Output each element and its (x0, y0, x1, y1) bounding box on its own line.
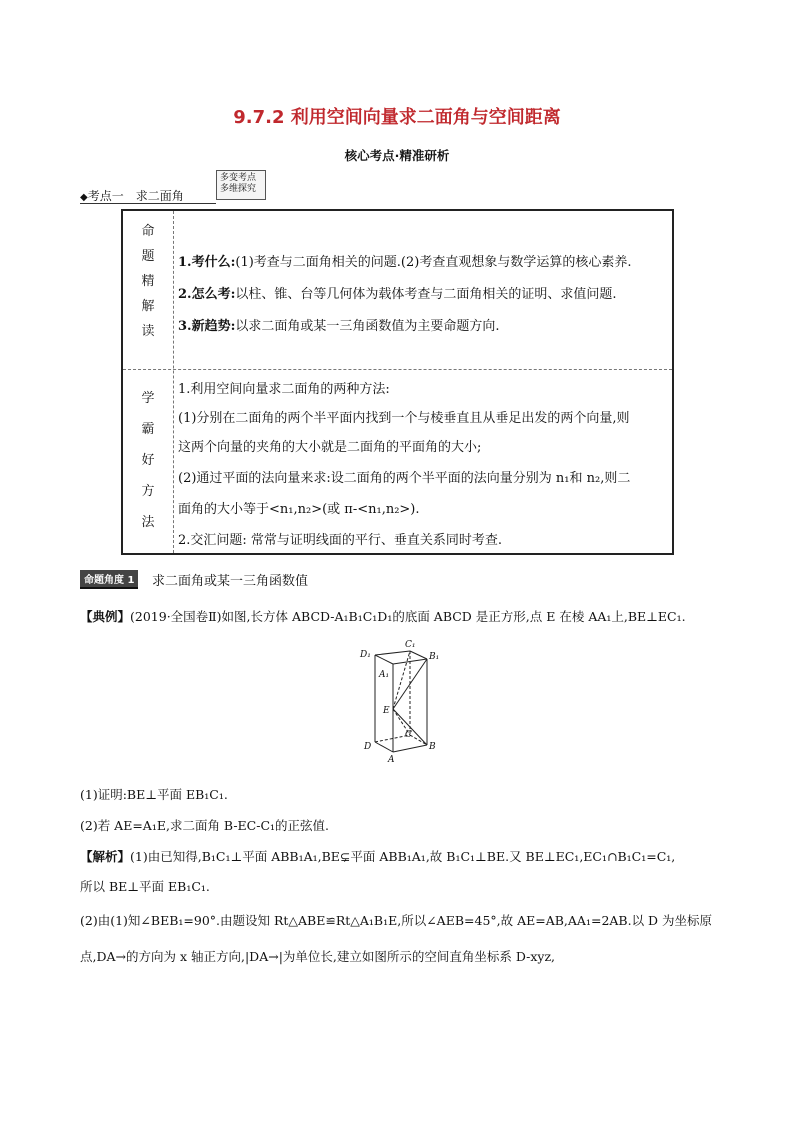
label-a: A (388, 755, 395, 765)
label-d1: D₁ (360, 650, 371, 660)
kaodian-label: 考点一 求二面角 (87, 189, 184, 203)
top-line-3: 3.新趋势:以求二面角或某一三角函数值为主要命题方向. (178, 319, 500, 334)
side-char: 命 (141, 224, 155, 239)
vertical-divider (173, 211, 174, 553)
angle-badge: 命题角度 1 (80, 570, 138, 589)
cuboid-figure (355, 637, 445, 767)
label-c: C (405, 730, 412, 740)
section-subtitle: 核心考点·精准研析 (344, 148, 450, 163)
side-char: 读 (141, 324, 155, 339)
label-e: E (383, 706, 390, 716)
bottom-line-6: 2.交汇问题: 常常与证明线面的平行、垂直关系同时考查. (178, 533, 503, 548)
kaodian-badge (216, 170, 266, 200)
example-paragraph (80, 607, 686, 625)
side-char: 精 (141, 274, 155, 289)
side-char: 好 (141, 453, 155, 468)
top-line-1: 1.考什么:(1)考查与二面角相关的问题.(2)考查直观想象与数学运算的核心素养. (178, 255, 632, 270)
angle-title: 求二面角或某一三角函数值 (152, 574, 309, 589)
question-2: (2)若 AE=A₁E,求二面角 B-EC-C₁的正弦值. (80, 818, 330, 833)
bottom-line-2: (1)分别在二面角的两个半平面内找到一个与棱垂直且从垂足出发的两个向量,则 (178, 411, 630, 426)
bottom-line-4: (2)通过平面的法向量来求:设二面角的两个半平面的法向量分别为 n₁和 n₂,则二 (178, 471, 631, 486)
label-c1: C₁ (405, 640, 416, 650)
side-label-mingti (123, 219, 173, 344)
side-char: 方 (141, 484, 155, 499)
page-title: 9.7.2 利用空间向量求二面角与空间距离 (233, 107, 561, 128)
label-b1: B₁ (429, 652, 440, 662)
solution-line-3: (2)由(1)知∠BEB₁=90°.由题设知 Rt△ABE≌Rt△A₁B₁E,所以∠AEB=45°,故 AE=AB,AA₁=2AB.以 D 为坐标原 (80, 913, 713, 928)
side-label-xueba (123, 383, 173, 538)
top-line-2: 2.怎么考:以柱、锥、台等几何体为载体考查与二面角相关的证明、求值问题. (178, 287, 617, 302)
side-char: 题 (141, 249, 155, 264)
solution-line-4: 点,DA→的方向为 x 轴正方向,|DA→|为单位长,建立如图所示的空间直角坐标系 D-xyz, (80, 949, 556, 964)
side-char: 霸 (141, 422, 155, 437)
example-tag: 【典例】 (80, 609, 131, 624)
badge-line-1: 多变考点 (220, 173, 257, 183)
method-box (121, 209, 674, 555)
question-1: (1)证明:BE⊥平面 EB₁C₁. (80, 787, 228, 802)
kaodian-heading (80, 187, 184, 204)
label-d: D (364, 742, 372, 752)
bottom-line-1: 1.利用空间向量求二面角的两种方法: (178, 382, 390, 397)
example-text: (2019·全国卷Ⅱ)如图,长方体 ABCD-A₁B₁C₁D₁的底面 ABCD 是正方形,点 E 在棱 AA₁上,BE⊥EC₁. (130, 609, 686, 624)
solution-line-1: 【解析】(1)由已知得,B₁C₁⊥平面 ABB₁A₁,BE⊊平面 ABB₁A₁,故 B₁C₁⊥BE.又 BE⊥EC₁,EC₁∩B₁C₁=C₁, (80, 849, 676, 864)
bottom-line-3: 这两个向量的夹角的大小就是二面角的平面角的大小; (178, 440, 482, 455)
diamond-icon: ◆ (80, 192, 88, 203)
label-b: B (429, 742, 436, 752)
kaodian-underline (80, 203, 216, 204)
side-char: 解 (141, 299, 155, 314)
side-char: 法 (141, 515, 155, 530)
solution-line-2: 所以 BE⊥平面 EB₁C₁. (80, 879, 210, 894)
horizontal-divider (123, 369, 672, 370)
badge-line-2: 多维探究 (220, 184, 257, 194)
solution-tag: 【解析】 (80, 849, 131, 864)
bottom-line-5: 面角的大小等于<n₁,n₂>(或 π-<n₁,n₂>). (178, 502, 420, 517)
label-a1: A₁ (379, 670, 390, 680)
side-char: 学 (141, 391, 155, 406)
